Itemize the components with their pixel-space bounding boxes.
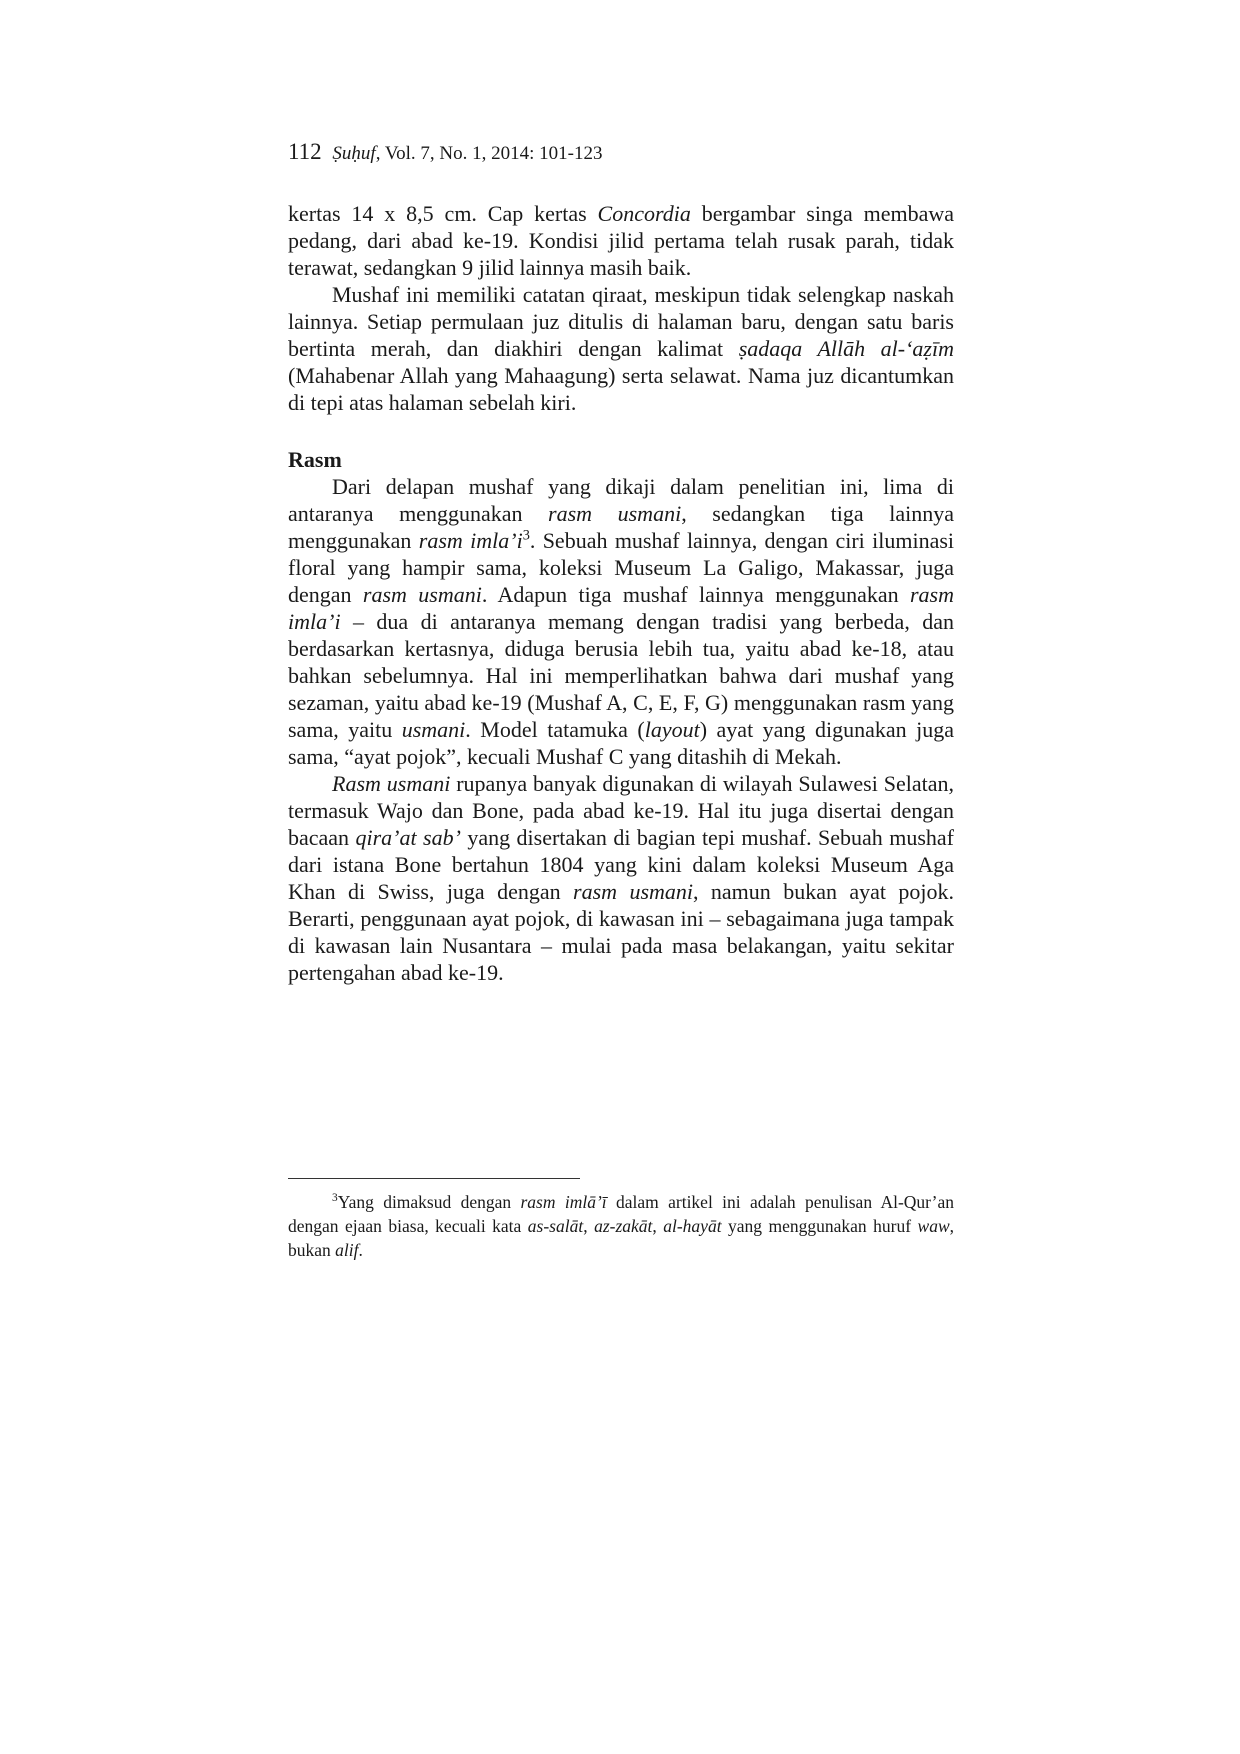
footnote-divider bbox=[288, 1178, 580, 1179]
running-head bbox=[288, 138, 602, 168]
text-run: rupanya banyak digunakan di wilayah Sulawesi Selatan, termasuk Wajo dan Bone, pada abad ke-19. Hal itu juga disertai dengan bacaan bbox=[288, 771, 954, 850]
italic-run: al-hayāt bbox=[663, 1216, 722, 1236]
text-run: bergambar singa membawa pedang, dari abad ke-19. Kondisi jilid pertama telah rusak parah, tidak terawat, sedangkan 9 jilid lainnya masih baik. bbox=[288, 201, 954, 280]
italic-run: rasm usmani bbox=[548, 501, 682, 526]
paragraph-2 bbox=[288, 281, 954, 416]
italic-run: rasm imla’i bbox=[418, 528, 523, 553]
italic-run: rasm imlā’ī bbox=[520, 1192, 607, 1212]
text-run: ) ayat yang digunakan juga sama, “ayat pojok”, kecuali Mushaf C yang ditashih di Mekah. bbox=[288, 717, 954, 769]
italic-run: rasm usmani bbox=[573, 879, 694, 904]
text-run: Dari delapan mushaf yang dikaji dalam penelitian ini, lima di antaranya menggunakan bbox=[288, 474, 954, 526]
text-run: – dua di antaranya memang dengan tradisi yang berbeda, dan berdasarkan kertasnya, diduga berusia lebih tua, yaitu abad ke-18, atau bahkan sebelumnya. Hal ini memperlihatkan bahwa dari mushaf yang sezaman, yaitu abad ke-19 (Mushaf A, C, E, F, G) menggunakan rasm yang sama, yaitu bbox=[288, 609, 954, 742]
italic-run: ṣadaqa Allāh al-‘aẓīm bbox=[738, 336, 954, 361]
footnote-marker: 3 bbox=[332, 1192, 338, 1205]
text-run: yang menggunakan huruf bbox=[721, 1216, 918, 1236]
italic-run: waw bbox=[917, 1216, 950, 1236]
text-run: (Mahabenar Allah yang Mahaagung) serta selawat. Nama juz dicantumkan di tepi atas halaman sebelah kiri. bbox=[288, 363, 954, 415]
journal-citation: , Vol. 7, No. 1, 2014: 101-123 bbox=[375, 143, 603, 164]
italic-run: alif bbox=[335, 1240, 359, 1260]
text-run: , sedangkan tiga lainnya menggunakan bbox=[288, 501, 954, 553]
paragraph-3 bbox=[288, 473, 954, 770]
text-run: kertas 14 x 8,5 cm. Cap kertas bbox=[288, 201, 598, 226]
italic-run: layout bbox=[644, 717, 700, 742]
text-run: . Adapun tiga mushaf lainnya menggunakan bbox=[481, 582, 910, 607]
footnote-3 bbox=[288, 1190, 954, 1262]
text-run: . Model tatamuka ( bbox=[465, 717, 645, 742]
text-run: dalam artikel ini adalah penulisan Al-Qur’an dengan ejaan biasa, kecuali kata bbox=[288, 1192, 954, 1236]
italic-run: rasm imla’i bbox=[288, 582, 954, 634]
italic-run: as-salāt bbox=[527, 1216, 584, 1236]
italic-run: az-zakāt bbox=[594, 1216, 653, 1236]
text-run: yang disertakan di bagian tepi mushaf. Sebuah mushaf dari istana Bone bertahun 1804 yang kini dalam koleksi Museum Aga Khan di Swiss, juga dengan bbox=[288, 825, 954, 904]
text-run: , namun bukan ayat pojok. Berarti, penggunaan ayat pojok, di kawasan ini – sebagaimana juga tampak di kawasan lain Nusantara – mulai pada masa belakangan, yaitu sekitar pertengahan abad ke-19. bbox=[288, 879, 955, 985]
text-run: , bbox=[652, 1216, 664, 1236]
text-run: Mushaf ini memiliki catatan qiraat, meskipun tidak selengkap naskah lainnya. Setiap permulaan juz ditulis di halaman baru, dengan satu baris bertinta merah, dan diakhiri dengan kalimat bbox=[288, 282, 954, 361]
italic-run: Concordia bbox=[597, 201, 691, 226]
footnote-reference[interactable]: 3 bbox=[522, 527, 530, 544]
italic-run: rasm usmani bbox=[362, 582, 482, 607]
text-run: . bbox=[358, 1240, 363, 1260]
italic-run: qira’at sab’ bbox=[355, 825, 461, 850]
paragraph-4 bbox=[288, 770, 954, 986]
section-heading: Rasm bbox=[288, 447, 342, 472]
journal-name: Ṣuḥuf bbox=[332, 143, 376, 164]
text-run: , bukan bbox=[288, 1216, 954, 1260]
italic-run: usmani bbox=[401, 717, 466, 742]
italic-run: Rasm usmani bbox=[332, 771, 451, 796]
paragraph-1 bbox=[288, 200, 954, 281]
page-number: 112 bbox=[288, 139, 322, 164]
body-text bbox=[288, 200, 954, 986]
text-run: Yang dimaksud dengan bbox=[337, 1192, 521, 1212]
text-run: . Sebuah mushaf lainnya, dengan ciri iluminasi floral yang hampir sama, koleksi Museum La Galigo, Makassar, juga dengan bbox=[288, 528, 955, 607]
text-run: , bbox=[583, 1216, 595, 1236]
